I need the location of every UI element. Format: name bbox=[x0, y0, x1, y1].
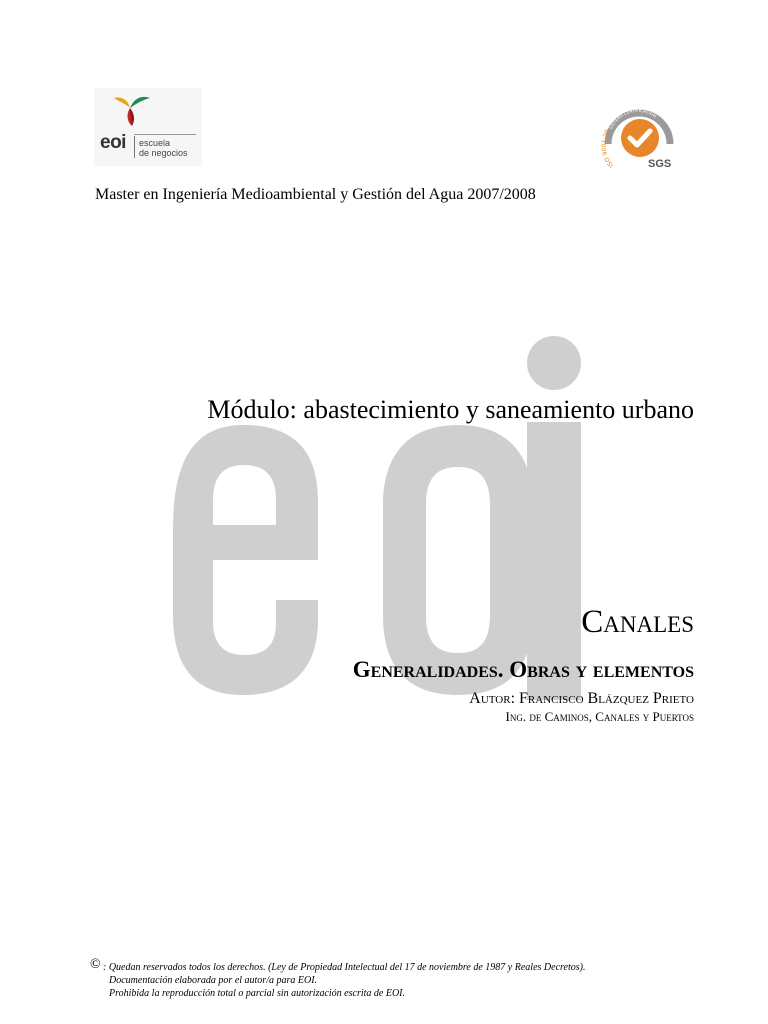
eoi-logo bbox=[94, 88, 202, 166]
logo-subtitle-line2: de negocios bbox=[139, 148, 188, 158]
document-title: Canales bbox=[581, 604, 694, 640]
watermark-letter-e bbox=[173, 425, 318, 695]
document-author: Autor: Francisco Blázquez Prieto bbox=[469, 690, 694, 707]
copyright-icon: © bbox=[90, 957, 101, 972]
footer-authorship-line: Documentación elaborada por el autor/a para EOI. bbox=[109, 975, 318, 986]
seal-brand: SGS bbox=[648, 158, 672, 170]
author-role: Ing. de Caminos, Canales y Puertos bbox=[505, 709, 694, 724]
logo-wordmark: eoi bbox=[100, 132, 126, 153]
logo-divider bbox=[134, 136, 135, 158]
eoi-watermark bbox=[168, 330, 598, 700]
module-title: Módulo: abastecimiento y saneamiento urbano bbox=[207, 395, 694, 424]
seal-ring-text: SISTEMA CERTIFICACION bbox=[608, 107, 658, 131]
watermark-letter-i-dot bbox=[527, 336, 581, 390]
document-subtitle: Generalidades. Obras y elementos bbox=[352, 657, 694, 682]
program-title: Master en Ingeniería Medioambiental y Gestión del Agua 2007/2008 bbox=[95, 186, 536, 203]
seal-iso-text: ISO 9001:20 bbox=[600, 128, 616, 169]
footer-rights-line: : Quedan reservados todos los derechos. (Ley de Propiedad Intelectual del 17 de noviembre de 1987 y Reales Decretos). bbox=[103, 962, 586, 973]
logo-subtitle-line1: escuela bbox=[139, 138, 171, 148]
sgs-certification-seal bbox=[600, 100, 680, 172]
check-badge-icon bbox=[621, 119, 659, 157]
footer-prohibition-line: Prohibida la reproducción total o parcial sin autorización escrita de EOI. bbox=[109, 988, 405, 999]
eoi-emblem-icon bbox=[106, 92, 154, 128]
logo-rule bbox=[134, 134, 196, 135]
